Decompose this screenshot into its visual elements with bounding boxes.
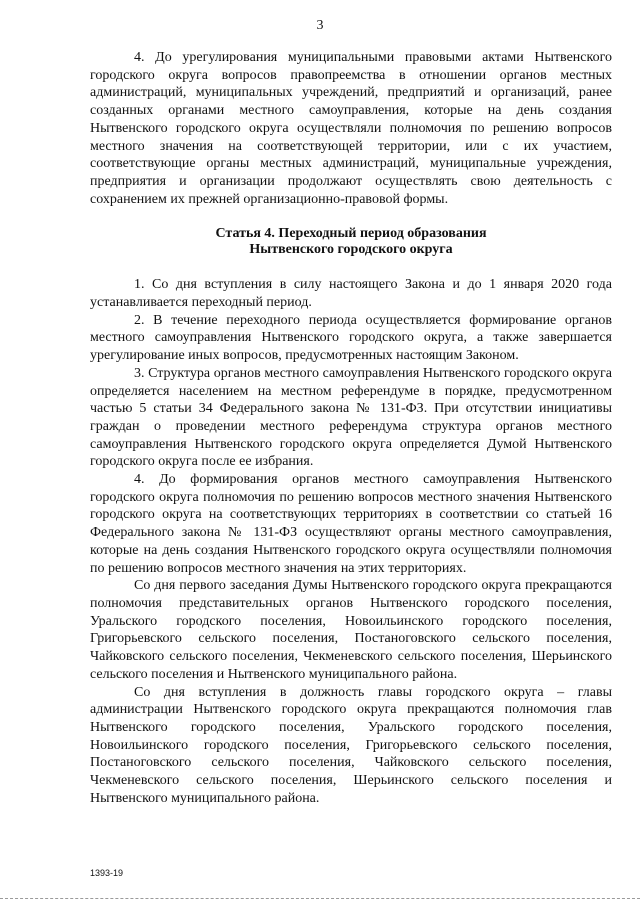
document-code: 1393-19 — [90, 868, 124, 878]
article-title-line-2: Нытвенского городского округа — [249, 242, 453, 258]
article-4-paragraph-2: 2. В течение переходного периода осуществляется формирование органов местного самоуправления Нытвенского городского округа, а также завершается урегулирование иных вопросов, предусмотренных настоящим Законом. — [90, 312, 612, 364]
paragraph-transition-clause-4: 4. До урегулирования муниципальными правовыми актами Нытвенского городского округа вопросов правопреемства в отношении органов местных администраций, муниципальных учреждений, предприятий и организаций, ранее созданных органами местного самоуправления, которые на день создания Нытвенского городского округа осуществляли полномочия по решению вопросов местного значения на соответствующей территории, или с их участием, соответствующие органы местных администраций, муниципальные учреждения, предприятия и организации продолжают осуществлять свою деятельность с сохранением их прежней организационно-правовой формы. — [90, 50, 612, 207]
article-4-paragraph-4: 4. До формирования органов местного самоуправления Нытвенского городского округа полномочия по решению вопросов местного значения Нытвенского городского округа на соответствующих территориях в соответствии со статьей 16 Федерального закона № 131-ФЗ осуществляют органы местного самоуправления, которые на день создания Нытвенского городского округа осуществляли полномочия по решению вопросов местного значения на этих территориях. — [90, 472, 612, 576]
article-4-paragraph-duma: Со дня первого заседания Думы Нытвенского городского округа прекращаются полномочия представительных органов Нытвенского городского поселения, Уральского городского поселения, Новоильинского городского поселения, Григорьевского сельского поселения, Постаноговского сельского поселения, Чайковского сельского поселения, Чекменевского сельского поселения, Шерьинского сельского поселения и Нытвенского муниципального района. — [90, 578, 612, 682]
article-4-heading — [90, 226, 612, 258]
article-4-paragraph-3: 3. Структура органов местного самоуправления Нытвенского городского округа определяется населением на местном референдуме в порядке, предусмотренном частью 5 статьи 34 Федерального закона № 131-ФЗ. При отсутствии инициативы граждан о проведении местного референдума структура органов местного самоуправления Нытвенского городского округа определяется Думой Нытвенского городского округа после ее избрания. — [90, 365, 612, 470]
page-number: 3 — [316, 18, 324, 33]
article-4-paragraph-1: 1. Со дня вступления в силу настоящего Закона и до 1 января 2020 года устанавливается переходный период. — [90, 277, 612, 311]
article-4-paragraph-head: Со дня вступления в должность главы городского округа – главы администрации Нытвенского городского округа прекращаются полномочия глав Нытвенского городского поселения, Уральского городского поселения, Новоильинского городского поселения, Григорьевского сельского поселения, Постаноговского сельского поселения, Чайковского сельского поселения, Чекменевского сельского поселения, Шерьинского сельского поселения и Нытвенского муниципального района. — [90, 684, 612, 806]
article-title-line-1: Статья 4. Переходный период образования — [215, 226, 487, 242]
document-body — [90, 49, 612, 807]
bottom-divider — [0, 898, 640, 899]
